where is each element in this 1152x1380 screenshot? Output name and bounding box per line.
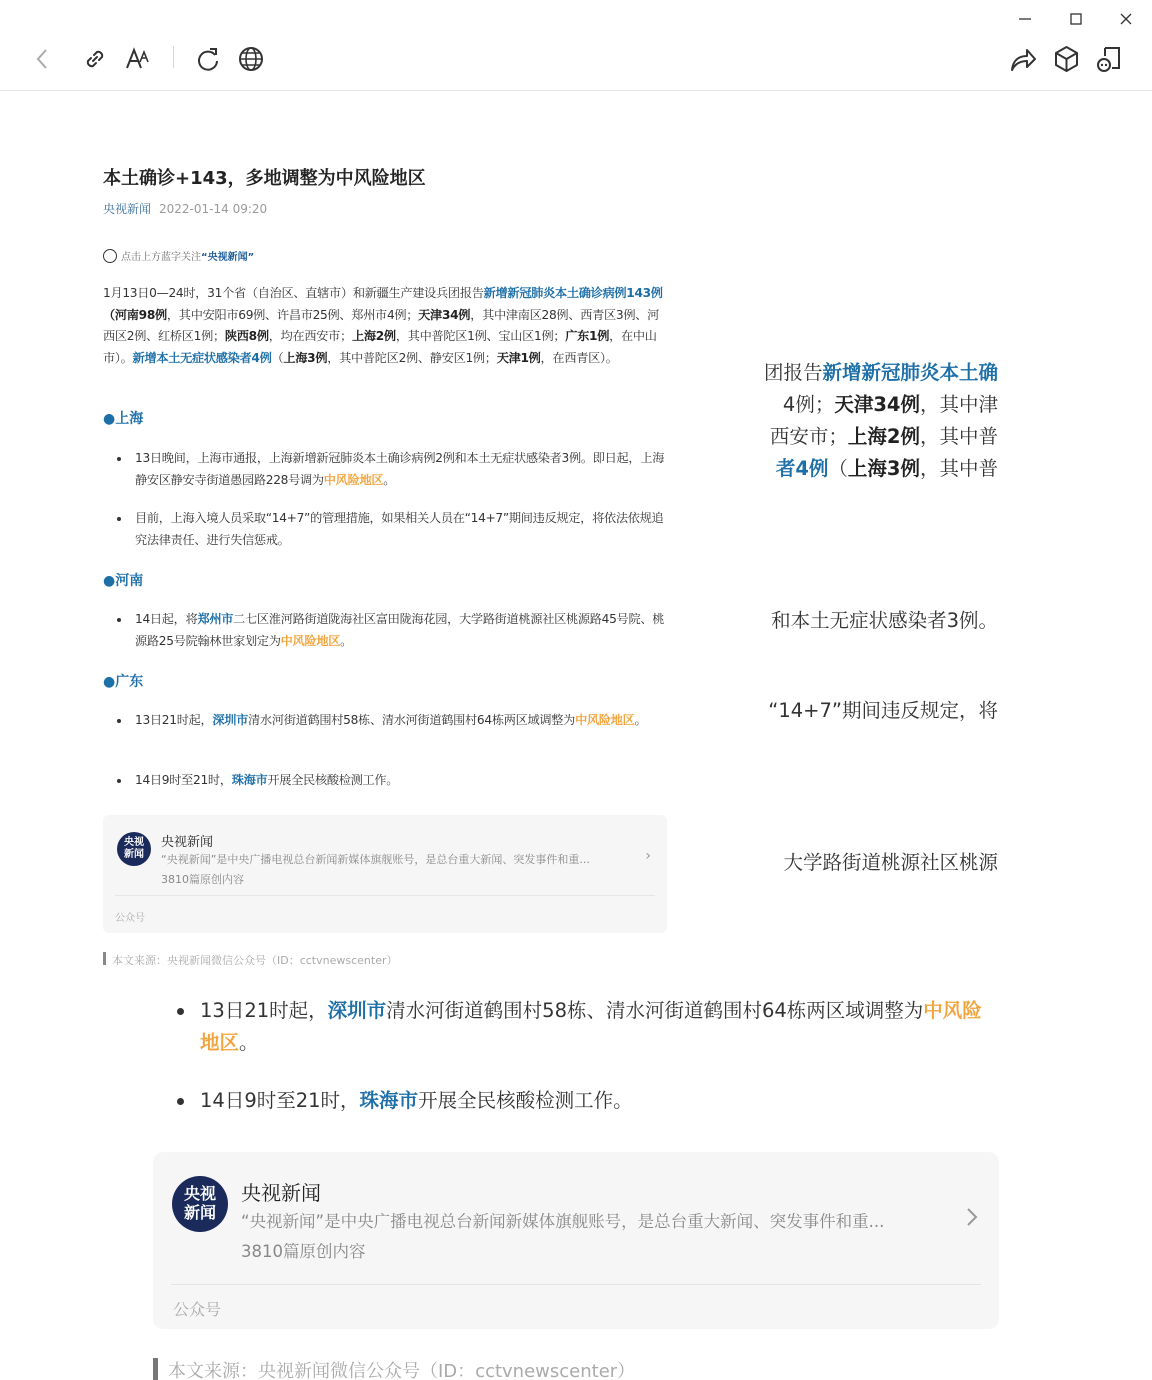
scrollbar[interactable]: [1144, 91, 1152, 1380]
globe-icon[interactable]: [238, 46, 264, 72]
account-card-enlarged[interactable]: [153, 1152, 999, 1329]
account-name: 央视新闻: [161, 835, 214, 850]
font-size-icon[interactable]: [125, 44, 153, 72]
article-date: 2022-01-14 09:20: [159, 202, 268, 216]
source-note-enlarged: 本文来源：央视新闻微信公众号（ID：cctvnewscenter）: [153, 1358, 635, 1380]
article-source[interactable]: 央视新闻: [103, 202, 152, 216]
minimize-icon[interactable]: [1016, 8, 1034, 30]
enlarged-text-line: 团报告新增新冠肺炎本土确: [763, 361, 998, 384]
account-description: “央视新闻”是中央广播电视总台新闻新媒体旗舰账号，是总台重大新闻、突发事件和重...: [241, 1212, 885, 1231]
browser-toolbar: [0, 0, 1152, 91]
share-icon[interactable]: [1009, 46, 1037, 72]
article-title: 本土确诊+143，多地调整为中风险地区: [103, 168, 426, 189]
section-title-guangdong: ●广东: [103, 674, 144, 690]
list-item: 14日9时至21时，珠海市开展全民核酸检测工作。: [121, 770, 668, 792]
enlarged-bullet-list: [176, 995, 999, 1143]
chevron-right-icon: ›: [645, 848, 651, 864]
card-divider: [171, 1284, 981, 1285]
article-meta: [103, 200, 267, 217]
link-icon[interactable]: [82, 46, 108, 72]
close-icon[interactable]: [1117, 8, 1135, 30]
enlarged-text-line: “14+7”期间违反规定，将: [768, 699, 998, 722]
follow-banner: [103, 248, 254, 263]
toolbar-separator: [173, 46, 174, 68]
account-description: “央视新闻”是中央广播电视总台新闻新媒体旗舰账号，是总台重大新闻、突发事件和重...: [161, 853, 590, 866]
list-item: 13日21时起，深圳市清水河街道鹤围村58栋、清水河街道鹤围村64栋两区域调整为中风险地区。: [176, 995, 999, 1059]
account-name: 央视新闻: [241, 1181, 321, 1205]
enlarged-text-line: 4例；天津34例，其中津: [782, 393, 998, 416]
list-item: 14日9时至21时，珠海市开展全民核酸检测工作。: [176, 1085, 999, 1117]
account-article-count: 3810篇原创内容: [161, 873, 244, 886]
list-item: 14日起，将郑州市二七区淮河路街道陇海社区富田陇海花园，大学路街道桃源社区桃源路45号院、桃源路25号院翰林世家划定为中风险地区。: [121, 609, 668, 652]
article-screenshot: [103, 150, 668, 965]
follow-prefix: 点击上方蓝字关注: [121, 252, 201, 263]
cube-icon[interactable]: [1053, 45, 1080, 73]
section-title-shanghai: ●上海: [103, 411, 144, 427]
account-type: 公众号: [115, 913, 145, 924]
enlarged-text-line: 和本土无症状感染者3例。: [771, 609, 998, 632]
intro-paragraph: 1月13日0—24时，31个省（自治区、直辖市）和新疆生产建设兵团报告新增新冠肺炎本土确诊病例143例（河南98例，其中安阳市69例、许昌市25例、郑州市4例；天津34例，其中津南区28例、西青区3例、河西区2例、红桥区1例；陕西8例，均在西安市；上海2例，其中普陀区1例、宝山区1例；广东1例，在中山市）。新增本土无症状感染者4例（上海3例，其中普陀区2例、静安区1例；天津1例，在西青区）。: [103, 286, 663, 365]
account-type: 公众号: [173, 1300, 222, 1319]
reader-mode-icon[interactable]: [1095, 44, 1123, 74]
maximize-icon[interactable]: [1067, 8, 1085, 30]
refresh-icon[interactable]: [195, 46, 221, 72]
follow-arrow-icon: [103, 249, 117, 263]
list-item: 目前，上海入境人员采取“14+7”的管理措施，如果相关人员在“14+7”期间违反规定，将依法依规追究法律责任、进行失信惩戒。: [121, 508, 668, 551]
enlarged-text-line: 大学路街道桃源社区桃源: [783, 851, 998, 874]
cctv-news-logo: 央视 新闻: [172, 1176, 228, 1232]
enlarged-text-line: 西安市；上海2例，其中普: [769, 425, 998, 448]
account-card[interactable]: [103, 815, 667, 933]
section-title-henan: ●河南: [103, 573, 144, 589]
enlarged-text-line: 者4例（上海3例，其中普: [775, 457, 998, 480]
follow-name: “央视新闻”: [201, 252, 255, 263]
back-icon[interactable]: [33, 47, 53, 71]
account-article-count: 3810篇原创内容: [241, 1242, 366, 1261]
list-item: 13日21时起，深圳市清水河街道鹤围村58栋、清水河街道鹤围村64栋两区域调整为中风险地区。: [121, 710, 668, 732]
source-note: 本文来源：央视新闻微信公众号（ID：cctvnewscenter）: [103, 952, 398, 965]
cctv-news-logo: 央视 新闻: [117, 832, 151, 866]
chevron-right-icon: [965, 1206, 979, 1228]
list-item: 13日晚间，上海市通报，上海新增新冠肺炎本土确诊病例2例和本土无症状感染者3例。即日起，上海静安区静安寺街道愚园路228号调为中风险地区。: [121, 448, 668, 491]
card-divider: [115, 895, 655, 896]
